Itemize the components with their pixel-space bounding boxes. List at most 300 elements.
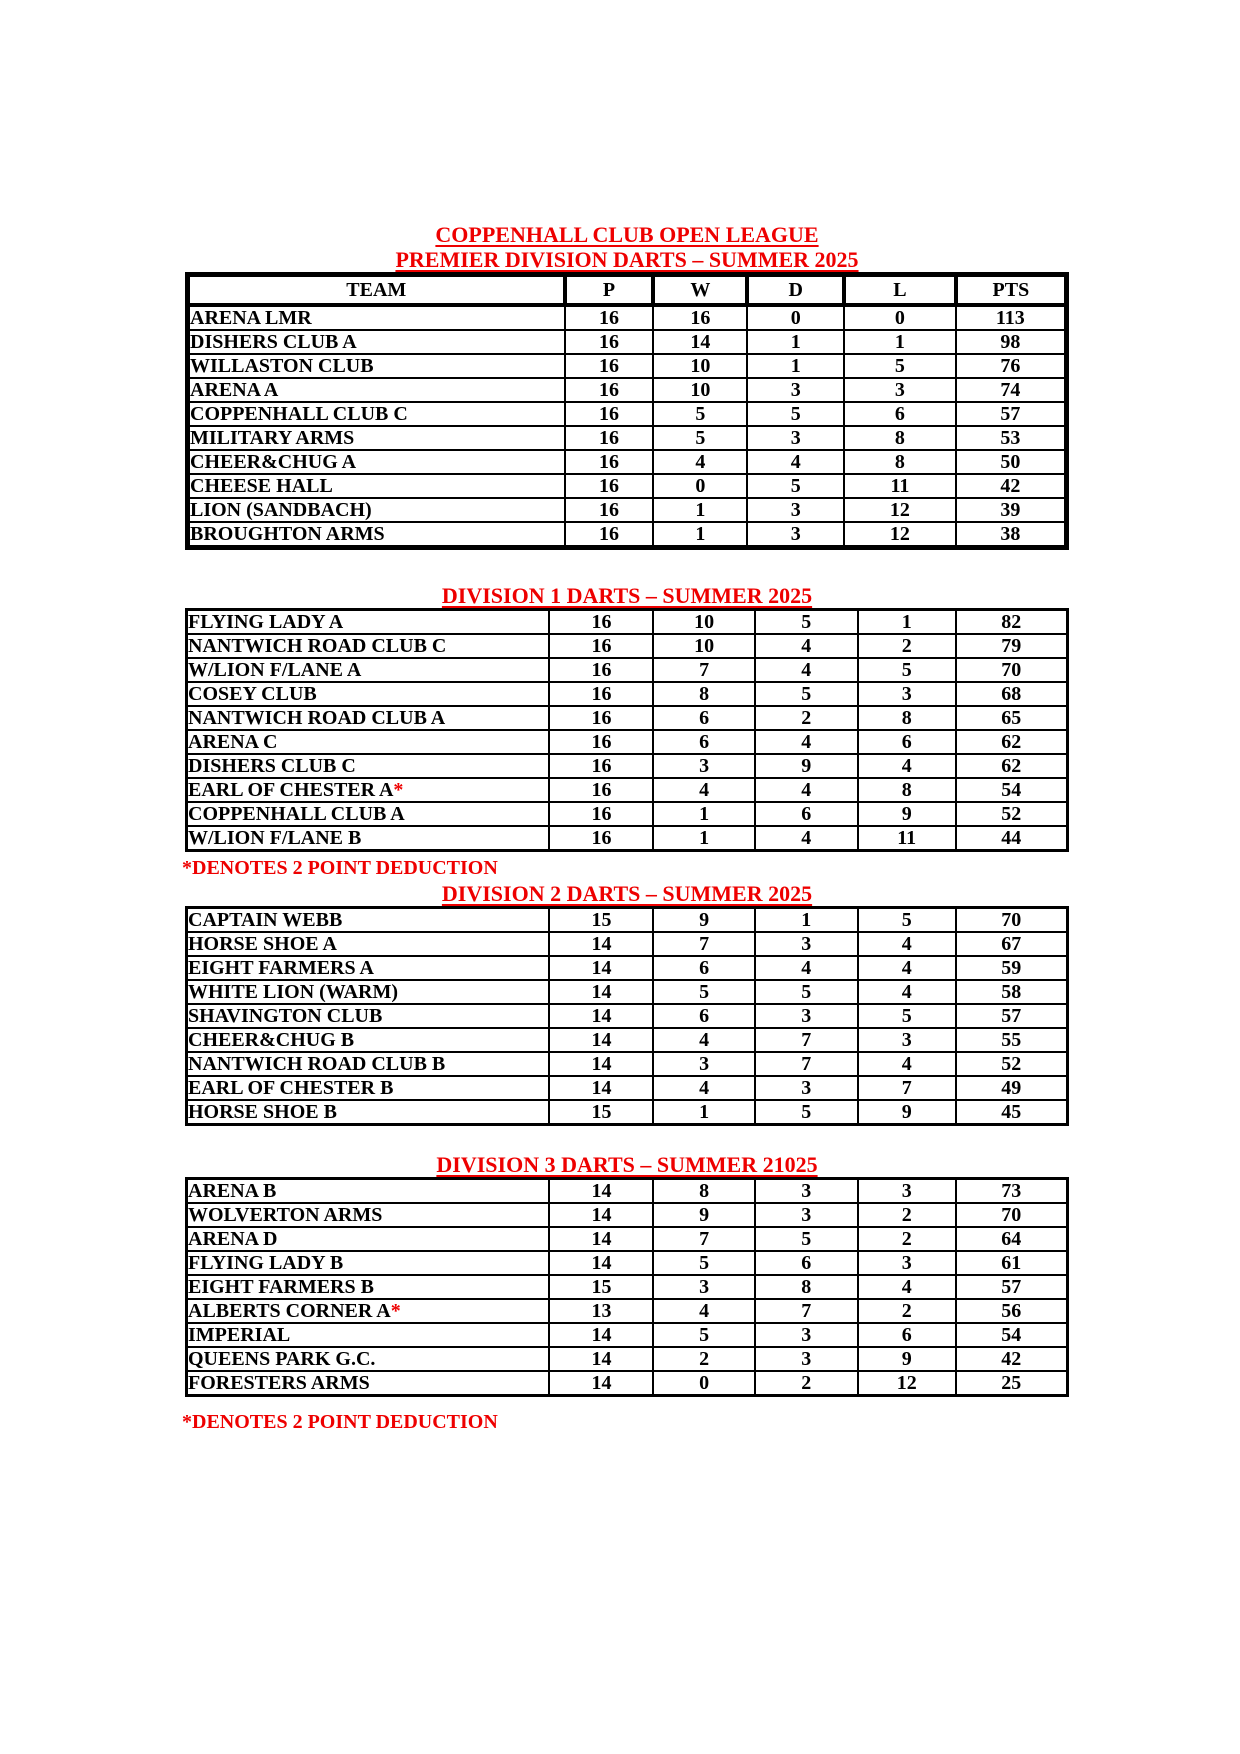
column-header-l: L xyxy=(844,275,956,306)
team-name-cell xyxy=(188,498,565,522)
stat-cell-p: 14 xyxy=(549,1203,653,1227)
team-name: WILLASTON CLUB xyxy=(190,355,374,377)
team-name-cell xyxy=(188,354,565,378)
stat-cell-l: 2 xyxy=(858,1203,956,1227)
stat-cell-w: 9 xyxy=(653,1203,754,1227)
team-name-cell xyxy=(187,1100,550,1125)
stat-cell-w: 10 xyxy=(653,378,747,402)
stat-cell-pts: 62 xyxy=(956,730,1068,754)
stat-cell-l: 12 xyxy=(844,522,956,548)
stat-cell-p: 14 xyxy=(549,1323,653,1347)
stat-cell-l: 12 xyxy=(858,1371,956,1396)
stat-cell-d: 5 xyxy=(755,1100,858,1125)
team-name: COPPENHALL CLUB A xyxy=(188,803,405,825)
team-name-cell xyxy=(188,522,565,548)
team-name: SHAVINGTON CLUB xyxy=(188,1005,383,1027)
team-name: ALBERTS CORNER A xyxy=(188,1300,391,1322)
stat-cell-p: 14 xyxy=(549,932,653,956)
table-row xyxy=(188,378,1067,402)
stat-cell-d: 1 xyxy=(747,330,844,354)
stat-cell-w: 9 xyxy=(653,908,754,933)
stat-cell-d: 3 xyxy=(747,522,844,548)
stat-cell-l: 4 xyxy=(858,932,956,956)
stat-cell-d: 3 xyxy=(747,498,844,522)
team-name-cell xyxy=(187,1076,550,1100)
stat-cell-d: 5 xyxy=(755,1227,858,1251)
stat-cell-l: 4 xyxy=(858,1275,956,1299)
stat-cell-pts: 54 xyxy=(956,1323,1068,1347)
stat-cell-pts: 52 xyxy=(956,802,1068,826)
stat-cell-pts: 67 xyxy=(956,932,1068,956)
team-name-cell xyxy=(187,932,550,956)
stat-cell-l: 11 xyxy=(844,474,956,498)
table-row xyxy=(188,330,1067,354)
stat-cell-pts: 82 xyxy=(956,610,1068,635)
stat-cell-d: 4 xyxy=(755,826,858,851)
stat-cell-pts: 57 xyxy=(956,402,1067,426)
stat-cell-d: 8 xyxy=(755,1275,858,1299)
stat-cell-p: 16 xyxy=(549,682,653,706)
team-name: HORSE SHOE A xyxy=(188,933,337,955)
table-row xyxy=(187,658,1068,682)
stat-cell-l: 6 xyxy=(858,1323,956,1347)
team-name-cell xyxy=(187,1347,550,1371)
table-row xyxy=(187,1251,1068,1275)
stat-cell-w: 1 xyxy=(653,826,754,851)
team-name-cell xyxy=(188,402,565,426)
team-name-cell xyxy=(187,1251,550,1275)
stat-cell-d: 6 xyxy=(755,1251,858,1275)
stat-cell-p: 16 xyxy=(549,778,653,802)
team-name: CHEESE HALL xyxy=(190,475,333,497)
team-name: FLYING LADY B xyxy=(188,1252,344,1274)
table-row xyxy=(188,354,1067,378)
division-section-4 xyxy=(182,1152,1069,1433)
stat-cell-w: 5 xyxy=(653,1251,754,1275)
stat-cell-pts: 113 xyxy=(956,305,1067,330)
table-row xyxy=(187,1052,1068,1076)
stat-cell-w: 6 xyxy=(653,706,754,730)
team-name-cell xyxy=(187,826,550,851)
stat-cell-l: 4 xyxy=(858,754,956,778)
stat-cell-l: 5 xyxy=(844,354,956,378)
stat-cell-w: 3 xyxy=(653,1052,754,1076)
stat-cell-p: 16 xyxy=(549,754,653,778)
table-row xyxy=(187,730,1068,754)
stat-cell-w: 2 xyxy=(653,1347,754,1371)
stat-cell-d: 7 xyxy=(755,1028,858,1052)
stat-cell-w: 6 xyxy=(653,730,754,754)
stat-cell-l: 2 xyxy=(858,1227,956,1251)
division-section-2 xyxy=(182,583,1069,879)
stat-cell-pts: 53 xyxy=(956,426,1067,450)
team-name-cell xyxy=(187,634,550,658)
stat-cell-w: 3 xyxy=(653,754,754,778)
team-name-cell xyxy=(187,1275,550,1299)
team-name: COPPENHALL CLUB C xyxy=(190,403,408,425)
stat-cell-w: 5 xyxy=(653,1323,754,1347)
table-row xyxy=(187,1275,1068,1299)
stat-cell-pts: 38 xyxy=(956,522,1067,548)
stat-cell-pts: 54 xyxy=(956,778,1068,802)
team-name: NANTWICH ROAD CLUB A xyxy=(188,707,446,729)
stat-cell-pts: 58 xyxy=(956,980,1068,1004)
team-name-cell xyxy=(187,682,550,706)
division-title: DIVISION 3 DARTS – SUMMER 21025 xyxy=(436,1152,818,1177)
stat-cell-pts: 98 xyxy=(956,330,1067,354)
stat-cell-l: 9 xyxy=(858,1100,956,1125)
team-name: COSEY CLUB xyxy=(188,683,317,705)
stat-cell-d: 6 xyxy=(755,802,858,826)
league-table xyxy=(185,1177,1069,1397)
stat-cell-p: 16 xyxy=(565,522,654,548)
team-name: ARENA D xyxy=(188,1228,278,1250)
stat-cell-pts: 70 xyxy=(956,658,1068,682)
stat-cell-d: 1 xyxy=(755,908,858,933)
team-name: FLYING LADY A xyxy=(188,611,344,633)
stat-cell-l: 3 xyxy=(858,682,956,706)
stat-cell-d: 4 xyxy=(755,730,858,754)
stat-cell-p: 14 xyxy=(549,1179,653,1204)
stat-cell-w: 4 xyxy=(653,1076,754,1100)
stat-cell-l: 6 xyxy=(858,730,956,754)
team-name: ARENA LMR xyxy=(190,307,312,329)
stat-cell-d: 9 xyxy=(755,754,858,778)
deduction-asterisk: * xyxy=(390,1300,401,1322)
team-name-cell xyxy=(187,1004,550,1028)
stat-cell-p: 16 xyxy=(565,450,654,474)
table-row xyxy=(187,1323,1068,1347)
stat-cell-d: 3 xyxy=(747,426,844,450)
table-row xyxy=(187,1371,1068,1396)
stat-cell-p: 16 xyxy=(565,330,654,354)
table-row xyxy=(187,1299,1068,1323)
stat-cell-l: 8 xyxy=(844,450,956,474)
stat-cell-l: 5 xyxy=(858,1004,956,1028)
stat-cell-w: 16 xyxy=(653,305,747,330)
stat-cell-p: 16 xyxy=(549,658,653,682)
stat-cell-l: 5 xyxy=(858,658,956,682)
table-row xyxy=(187,778,1068,802)
stat-cell-pts: 61 xyxy=(956,1251,1068,1275)
table-row xyxy=(187,908,1068,933)
stat-cell-l: 2 xyxy=(858,634,956,658)
stat-cell-p: 15 xyxy=(549,1100,653,1125)
stat-cell-p: 16 xyxy=(565,378,654,402)
table-row xyxy=(188,426,1067,450)
team-name: LION (SANDBACH) xyxy=(190,499,372,521)
stat-cell-l: 7 xyxy=(858,1076,956,1100)
team-name: W/LION F/LANE B xyxy=(188,827,362,849)
stat-cell-w: 10 xyxy=(653,354,747,378)
stat-cell-l: 3 xyxy=(858,1179,956,1204)
team-name: CAPTAIN WEBB xyxy=(188,909,343,931)
stat-cell-d: 5 xyxy=(755,682,858,706)
team-name-cell xyxy=(187,1052,550,1076)
table-row xyxy=(188,402,1067,426)
column-header-w: W xyxy=(653,275,747,306)
table-row xyxy=(187,754,1068,778)
stat-cell-pts: 42 xyxy=(956,1347,1068,1371)
stat-cell-l: 2 xyxy=(858,1299,956,1323)
team-name: WOLVERTON ARMS xyxy=(188,1204,383,1226)
team-name: NANTWICH ROAD CLUB B xyxy=(188,1053,446,1075)
team-name: BROUGHTON ARMS xyxy=(190,523,385,545)
stat-cell-w: 1 xyxy=(653,1100,754,1125)
stat-cell-p: 14 xyxy=(549,1371,653,1396)
stat-cell-p: 14 xyxy=(549,1251,653,1275)
stat-cell-d: 4 xyxy=(747,450,844,474)
table-row xyxy=(187,634,1068,658)
team-name-cell xyxy=(187,706,550,730)
stat-cell-d: 3 xyxy=(755,1203,858,1227)
stat-cell-d: 5 xyxy=(747,402,844,426)
team-name: ARENA B xyxy=(188,1180,277,1202)
stat-cell-p: 16 xyxy=(565,305,654,330)
stat-cell-pts: 55 xyxy=(956,1028,1068,1052)
stat-cell-w: 1 xyxy=(653,498,747,522)
stat-cell-p: 16 xyxy=(565,354,654,378)
deduction-footnote: *DENOTES 2 POINT DEDUCTION xyxy=(182,1411,498,1433)
team-name: FORESTERS ARMS xyxy=(188,1372,370,1394)
table-row xyxy=(187,682,1068,706)
stat-cell-l: 4 xyxy=(858,980,956,1004)
team-name-cell xyxy=(187,658,550,682)
table-row xyxy=(187,1203,1068,1227)
stat-cell-pts: 74 xyxy=(956,378,1067,402)
stat-cell-w: 1 xyxy=(653,522,747,548)
team-name: HORSE SHOE B xyxy=(188,1101,337,1123)
table-row xyxy=(187,1076,1068,1100)
stat-cell-d: 3 xyxy=(747,378,844,402)
stat-cell-w: 6 xyxy=(653,956,754,980)
stat-cell-p: 16 xyxy=(565,426,654,450)
table-row xyxy=(187,826,1068,851)
team-name-cell xyxy=(188,330,565,354)
stat-cell-w: 5 xyxy=(653,980,754,1004)
stat-cell-pts: 62 xyxy=(956,754,1068,778)
team-name: ARENA C xyxy=(188,731,278,753)
stat-cell-d: 5 xyxy=(755,980,858,1004)
stat-cell-p: 15 xyxy=(549,908,653,933)
stat-cell-d: 1 xyxy=(747,354,844,378)
team-name-cell xyxy=(187,802,550,826)
stat-cell-l: 8 xyxy=(858,778,956,802)
team-name: EIGHT FARMERS A xyxy=(188,957,374,979)
team-name: W/LION F/LANE A xyxy=(188,659,362,681)
stat-cell-pts: 45 xyxy=(956,1100,1068,1125)
league-table xyxy=(185,272,1069,550)
divisions-container xyxy=(182,247,1069,1433)
stat-cell-d: 4 xyxy=(755,634,858,658)
team-name-cell xyxy=(187,1028,550,1052)
team-name: IMPERIAL xyxy=(188,1324,291,1346)
team-name: ARENA A xyxy=(190,379,279,401)
stat-cell-w: 14 xyxy=(653,330,747,354)
table-row xyxy=(188,498,1067,522)
content-area xyxy=(182,222,1069,1433)
stat-cell-p: 14 xyxy=(549,1052,653,1076)
stat-cell-w: 10 xyxy=(653,610,754,635)
stat-cell-l: 3 xyxy=(858,1251,956,1275)
stat-cell-p: 13 xyxy=(549,1299,653,1323)
stat-cell-pts: 42 xyxy=(956,474,1067,498)
column-header-team: TEAM xyxy=(188,275,565,306)
stat-cell-d: 3 xyxy=(755,1004,858,1028)
stat-cell-pts: 64 xyxy=(956,1227,1068,1251)
stat-cell-p: 14 xyxy=(549,980,653,1004)
stat-cell-p: 14 xyxy=(549,956,653,980)
table-row xyxy=(187,980,1068,1004)
team-name-cell xyxy=(187,1227,550,1251)
stat-cell-d: 3 xyxy=(755,1179,858,1204)
stat-cell-w: 1 xyxy=(653,802,754,826)
stat-cell-pts: 57 xyxy=(956,1275,1068,1299)
team-name-cell xyxy=(187,956,550,980)
stat-cell-p: 16 xyxy=(549,826,653,851)
stat-cell-w: 0 xyxy=(653,1371,754,1396)
stat-cell-p: 14 xyxy=(549,1227,653,1251)
table-row xyxy=(188,305,1067,330)
team-name: DISHERS CLUB C xyxy=(188,755,356,777)
stat-cell-w: 8 xyxy=(653,682,754,706)
stat-cell-l: 1 xyxy=(844,330,956,354)
stat-cell-p: 15 xyxy=(549,1275,653,1299)
stat-cell-w: 7 xyxy=(653,658,754,682)
table-row xyxy=(187,956,1068,980)
division-title: PREMIER DIVISION DARTS – SUMMER 2025 xyxy=(395,247,859,272)
team-name-cell xyxy=(188,305,565,330)
team-name-cell xyxy=(187,1203,550,1227)
division-title: DIVISION 2 DARTS – SUMMER 2025 xyxy=(441,881,813,906)
stat-cell-w: 6 xyxy=(653,1004,754,1028)
stat-cell-l: 0 xyxy=(844,305,956,330)
table-row xyxy=(188,474,1067,498)
column-header-p: P xyxy=(565,275,654,306)
team-name: MILITARY ARMS xyxy=(190,427,355,449)
league-table xyxy=(185,906,1069,1126)
table-row xyxy=(187,1004,1068,1028)
stat-cell-p: 14 xyxy=(549,1004,653,1028)
stat-cell-w: 5 xyxy=(653,426,747,450)
stat-cell-w: 10 xyxy=(653,634,754,658)
stat-cell-pts: 79 xyxy=(956,634,1068,658)
division-section-3 xyxy=(185,881,1069,1126)
stat-cell-w: 7 xyxy=(653,932,754,956)
team-name-cell xyxy=(187,778,550,802)
deduction-asterisk: * xyxy=(393,779,404,801)
stat-cell-pts: 65 xyxy=(956,706,1068,730)
stat-cell-w: 4 xyxy=(653,1028,754,1052)
stat-cell-l: 6 xyxy=(844,402,956,426)
team-name: DISHERS CLUB A xyxy=(190,331,357,353)
stat-cell-l: 9 xyxy=(858,1347,956,1371)
stat-cell-pts: 76 xyxy=(956,354,1067,378)
stat-cell-w: 5 xyxy=(653,402,747,426)
team-name: EARL OF CHESTER A xyxy=(188,779,394,801)
stat-cell-w: 0 xyxy=(653,474,747,498)
stat-cell-p: 16 xyxy=(565,402,654,426)
team-name-cell xyxy=(187,908,550,933)
stat-cell-p: 16 xyxy=(549,730,653,754)
team-name-cell xyxy=(187,610,550,635)
stat-cell-l: 4 xyxy=(858,1052,956,1076)
stat-cell-d: 0 xyxy=(747,305,844,330)
stat-cell-l: 12 xyxy=(844,498,956,522)
stat-cell-p: 16 xyxy=(565,498,654,522)
stat-cell-d: 5 xyxy=(747,474,844,498)
team-name: NANTWICH ROAD CLUB C xyxy=(188,635,447,657)
stat-cell-d: 4 xyxy=(755,956,858,980)
stat-cell-pts: 50 xyxy=(956,450,1067,474)
table-row xyxy=(187,1227,1068,1251)
table-row xyxy=(187,932,1068,956)
stat-cell-d: 3 xyxy=(755,932,858,956)
team-name: EARL OF CHESTER B xyxy=(188,1077,394,1099)
table-row xyxy=(187,1100,1068,1125)
stat-cell-pts: 57 xyxy=(956,1004,1068,1028)
team-name-cell xyxy=(187,1371,550,1396)
stat-cell-d: 4 xyxy=(755,778,858,802)
team-name: CHEER&CHUG B xyxy=(188,1029,355,1051)
stat-cell-l: 3 xyxy=(858,1028,956,1052)
team-name-cell xyxy=(188,378,565,402)
team-name-cell xyxy=(187,1299,550,1323)
stat-cell-pts: 73 xyxy=(956,1179,1068,1204)
stat-cell-d: 3 xyxy=(755,1323,858,1347)
team-name: EIGHT FARMERS B xyxy=(188,1276,374,1298)
team-name: CHEER&CHUG A xyxy=(190,451,357,473)
table-row xyxy=(187,706,1068,730)
stat-cell-l: 8 xyxy=(844,426,956,450)
stat-cell-l: 5 xyxy=(858,908,956,933)
stat-cell-pts: 56 xyxy=(956,1299,1068,1323)
stat-cell-w: 4 xyxy=(653,450,747,474)
stat-cell-pts: 52 xyxy=(956,1052,1068,1076)
stat-cell-l: 9 xyxy=(858,802,956,826)
stat-cell-w: 3 xyxy=(653,1275,754,1299)
team-name-cell xyxy=(187,1323,550,1347)
stat-cell-pts: 25 xyxy=(956,1371,1068,1396)
stat-cell-p: 16 xyxy=(549,634,653,658)
team-name-cell xyxy=(188,426,565,450)
stat-cell-p: 14 xyxy=(549,1028,653,1052)
table-row xyxy=(187,1028,1068,1052)
team-name-cell xyxy=(187,754,550,778)
stat-cell-w: 4 xyxy=(653,778,754,802)
stat-cell-pts: 39 xyxy=(956,498,1067,522)
stat-cell-l: 4 xyxy=(858,956,956,980)
stat-cell-w: 8 xyxy=(653,1179,754,1204)
stat-cell-w: 4 xyxy=(653,1299,754,1323)
stat-cell-pts: 59 xyxy=(956,956,1068,980)
stat-cell-d: 2 xyxy=(755,1371,858,1396)
stat-cell-d: 3 xyxy=(755,1347,858,1371)
table-row xyxy=(188,522,1067,548)
stat-cell-pts: 70 xyxy=(956,1203,1068,1227)
stat-cell-p: 16 xyxy=(549,706,653,730)
stat-cell-pts: 44 xyxy=(956,826,1068,851)
table-row xyxy=(187,1179,1068,1204)
stat-cell-d: 2 xyxy=(755,706,858,730)
table-row xyxy=(188,450,1067,474)
table-row xyxy=(187,610,1068,635)
stat-cell-p: 14 xyxy=(549,1347,653,1371)
division-title: DIVISION 1 DARTS – SUMMER 2025 xyxy=(441,583,813,608)
stat-cell-pts: 68 xyxy=(956,682,1068,706)
table-row xyxy=(187,802,1068,826)
page-title: COPPENHALL CLUB OPEN LEAGUE xyxy=(435,222,819,247)
